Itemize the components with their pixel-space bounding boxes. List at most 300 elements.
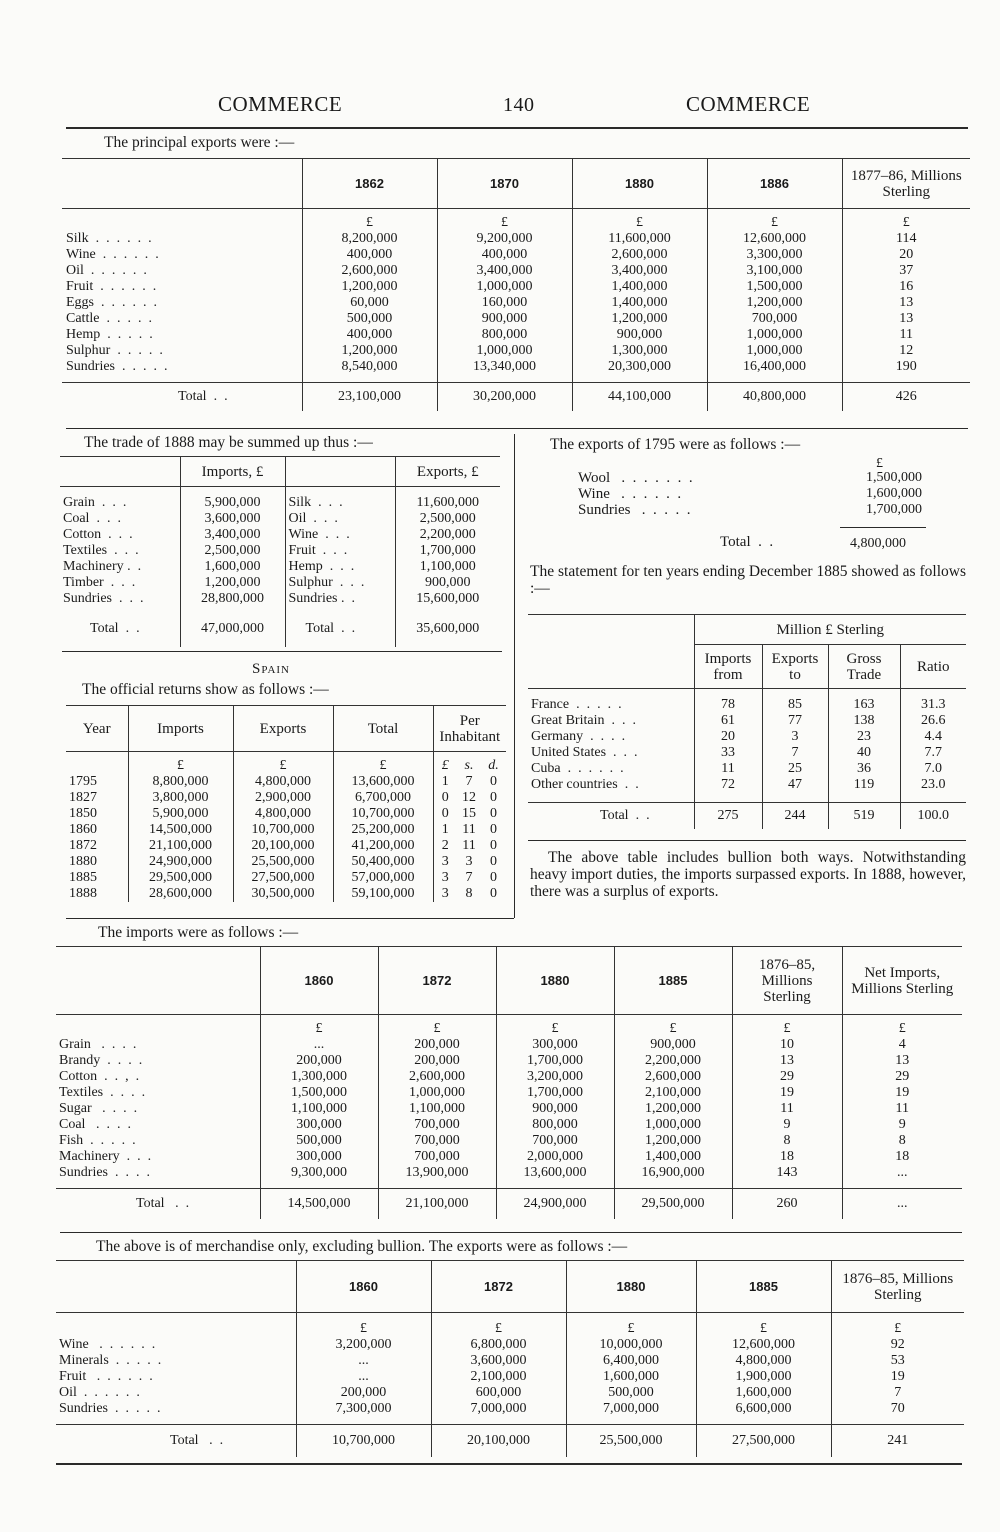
table-row bbox=[528, 713, 966, 729]
row-label: Silk . . . bbox=[285, 495, 395, 511]
value-cell: 13 bbox=[732, 1053, 842, 1069]
value-cell: 57,000,000 bbox=[333, 870, 433, 886]
value-cell: 400,000 bbox=[302, 327, 437, 343]
year-cell: 1880 bbox=[69, 853, 97, 869]
value-cell: 13,600,000 bbox=[496, 1165, 614, 1181]
exports-head: Exports, £ bbox=[395, 457, 500, 487]
section-rule bbox=[60, 1232, 962, 1233]
row-label: Great Britain . . . bbox=[531, 712, 636, 728]
row-label: Eggs . . . . . . bbox=[66, 294, 157, 310]
row-label: France . . . . . bbox=[531, 696, 622, 712]
value-cell: 9 bbox=[842, 1117, 962, 1133]
value-cell: 37 bbox=[842, 263, 970, 279]
table-row bbox=[62, 295, 970, 311]
value-cell: 1,200,000 bbox=[707, 295, 842, 311]
table-row bbox=[56, 1337, 964, 1353]
table-row bbox=[56, 1133, 962, 1149]
section-rule bbox=[66, 428, 968, 429]
row-label: Wool . . . . . . . bbox=[578, 470, 693, 486]
row-label: Machinery . . . bbox=[59, 1148, 152, 1164]
col-head: Imports from bbox=[694, 645, 762, 689]
total-label: Total . . bbox=[90, 620, 140, 636]
value-cell: 7 bbox=[465, 773, 473, 789]
col-head: Year bbox=[82, 720, 111, 737]
col-head: 1885 bbox=[696, 1261, 831, 1313]
value-cell: 13,340,000 bbox=[437, 359, 572, 375]
value-cell: 800,000 bbox=[437, 327, 572, 343]
row-label: United States . . . bbox=[531, 744, 638, 760]
value-cell: 1,400,000 bbox=[614, 1149, 732, 1165]
table-row bbox=[66, 886, 506, 902]
table-row bbox=[66, 774, 506, 790]
row-label: Cotton . . . bbox=[63, 526, 133, 542]
value-cell: 8,540,000 bbox=[302, 359, 437, 375]
value-cell: 85 bbox=[762, 697, 828, 713]
value-cell: 12 bbox=[842, 343, 970, 359]
row-label: Wine . . . bbox=[285, 527, 395, 543]
row-label: Sundries . . . . . bbox=[578, 502, 691, 518]
value-cell: 1,200,000 bbox=[614, 1101, 732, 1117]
value-cell: 300,000 bbox=[260, 1149, 378, 1165]
year-cell: 1888 bbox=[69, 885, 97, 901]
total-label: Total . . bbox=[178, 388, 228, 404]
row-label: Machinery . . bbox=[63, 558, 142, 574]
table-row bbox=[56, 1117, 962, 1133]
value-cell: ... bbox=[296, 1369, 431, 1385]
value-cell: 7,000,000 bbox=[431, 1401, 566, 1417]
value-cell: 1,100,000 bbox=[260, 1101, 378, 1117]
value-cell: 28,800,000 bbox=[180, 591, 285, 607]
value-cell: 3,200,000 bbox=[296, 1337, 431, 1353]
value-cell: 0 bbox=[433, 790, 457, 806]
col-head: 1876–85, Millions Sterling bbox=[831, 1261, 964, 1313]
unit-label: £ bbox=[566, 1313, 696, 1337]
table-row bbox=[56, 1353, 964, 1369]
table-row bbox=[66, 822, 506, 838]
unit-label: £ bbox=[876, 456, 883, 471]
table-row bbox=[62, 359, 970, 375]
value-cell: 78 bbox=[694, 697, 762, 713]
col-head: 1872 bbox=[378, 947, 496, 1015]
value-cell: 12 bbox=[462, 789, 476, 805]
value-cell: 11,600,000 bbox=[395, 495, 500, 511]
unit-label: £ bbox=[496, 1015, 614, 1037]
spain-table bbox=[66, 705, 506, 902]
table-row bbox=[56, 1037, 962, 1053]
value-cell: 1,200,000 bbox=[302, 279, 437, 295]
value-cell: 2,000,000 bbox=[496, 1149, 614, 1165]
value-cell: 2,600,000 bbox=[614, 1069, 732, 1085]
value-cell: 1,000,000 bbox=[707, 343, 842, 359]
value-cell: 1,000,000 bbox=[437, 279, 572, 295]
total-cell: ... bbox=[842, 1189, 962, 1219]
value-cell: 1,200,000 bbox=[614, 1133, 732, 1149]
total-label: Total . . bbox=[170, 1432, 224, 1448]
value-cell: 6,400,000 bbox=[566, 1353, 696, 1369]
value-cell: 26.6 bbox=[900, 713, 966, 729]
year-cell: 1872 bbox=[69, 837, 97, 853]
spain-title: Spain bbox=[252, 661, 291, 677]
row-label: Cotton . . , . bbox=[59, 1068, 140, 1084]
row-label: Germany . . . . bbox=[531, 728, 626, 744]
value-cell: 7 bbox=[831, 1385, 964, 1401]
row-label: Wine . . . . . . bbox=[59, 1336, 156, 1352]
total-label: Total . . bbox=[136, 1195, 190, 1211]
col-head: 1876–85, Millions Sterling bbox=[732, 947, 842, 1015]
value-cell: 1,500,000 bbox=[866, 470, 922, 485]
value-cell: 11 bbox=[462, 837, 476, 853]
value-cell: 0 bbox=[490, 773, 497, 789]
value-cell: 16 bbox=[842, 279, 970, 295]
table-row bbox=[56, 1053, 962, 1069]
value-cell: 1,600,000 bbox=[696, 1385, 831, 1401]
table-row bbox=[56, 1101, 962, 1117]
page-number: 140 bbox=[503, 94, 535, 116]
unit-label: £ bbox=[260, 1015, 378, 1037]
value-cell: 119 bbox=[828, 777, 900, 793]
value-cell: 10 bbox=[732, 1037, 842, 1053]
year-cell: 1860 bbox=[69, 821, 97, 837]
value-cell: 11,600,000 bbox=[572, 231, 707, 247]
table-row bbox=[62, 327, 970, 343]
value-cell: 700,000 bbox=[378, 1133, 496, 1149]
value-cell: 20,100,000 bbox=[233, 838, 333, 854]
value-cell: 3,100,000 bbox=[707, 263, 842, 279]
unit-label: £ bbox=[707, 209, 842, 231]
value-cell: 3,600,000 bbox=[431, 1353, 566, 1369]
value-cell: 9,300,000 bbox=[260, 1165, 378, 1181]
value-cell: 300,000 bbox=[496, 1037, 614, 1053]
value-cell: 200,000 bbox=[260, 1053, 378, 1069]
value-cell: 143 bbox=[732, 1165, 842, 1181]
value-cell: 30,500,000 bbox=[233, 886, 333, 902]
col-head: Net Imports, Millions Sterling bbox=[842, 947, 962, 1015]
table-row bbox=[66, 806, 506, 822]
value-cell: 200,000 bbox=[378, 1037, 496, 1053]
unit-label: £ bbox=[233, 752, 333, 774]
value-cell: 8 bbox=[732, 1133, 842, 1149]
col-head: Per Inhabitant bbox=[433, 706, 506, 752]
row-label: Sundries . . . bbox=[63, 590, 144, 606]
value-cell: 13 bbox=[842, 295, 970, 311]
row-label: Fruit . . . . . . bbox=[59, 1368, 153, 1384]
imports-table bbox=[56, 946, 962, 1219]
value-cell: 1,700,000 bbox=[496, 1053, 614, 1069]
col-head: 1870 bbox=[437, 159, 572, 209]
value-cell: 900,000 bbox=[572, 327, 707, 343]
value-cell: 11 bbox=[462, 821, 476, 837]
total-cell: 44,100,000 bbox=[572, 383, 707, 411]
total-cell: 275 bbox=[694, 803, 762, 829]
year-cell: 1885 bbox=[69, 869, 97, 885]
unit-label: £ bbox=[831, 1313, 964, 1337]
value-cell: ... bbox=[296, 1353, 431, 1369]
trade1888-caption: The trade of 1888 may be summed up thus :— bbox=[84, 434, 373, 451]
value-cell: 0 bbox=[490, 837, 497, 853]
year-cell: 1850 bbox=[69, 805, 97, 821]
unit-label: £ bbox=[433, 752, 457, 774]
unit-label: £ bbox=[128, 752, 233, 774]
row-label: Sundries . . . . bbox=[59, 1164, 150, 1180]
value-cell: 47 bbox=[762, 777, 828, 793]
value-cell: 7 bbox=[762, 745, 828, 761]
value-cell: 1,600,000 bbox=[866, 486, 922, 501]
value-cell: 13,900,000 bbox=[378, 1165, 496, 1181]
value-cell: 60,000 bbox=[302, 295, 437, 311]
table-row bbox=[56, 1369, 964, 1385]
value-cell: 400,000 bbox=[302, 247, 437, 263]
unit-label: £ bbox=[842, 1015, 962, 1037]
table-row bbox=[56, 1149, 962, 1165]
total-cell: 100.0 bbox=[900, 803, 966, 829]
page-end-rule bbox=[56, 1463, 962, 1465]
total-cell: 10,700,000 bbox=[296, 1425, 431, 1457]
value-cell: 500,000 bbox=[566, 1385, 696, 1401]
value-cell: 700,000 bbox=[378, 1149, 496, 1165]
col-head: 1880 bbox=[572, 159, 707, 209]
total-cell: 426 bbox=[842, 383, 970, 411]
row-label: Timber . . . bbox=[63, 574, 136, 590]
header-rule bbox=[66, 127, 968, 129]
value-cell: 700,000 bbox=[707, 311, 842, 327]
exports-main-caption: The principal exports were :— bbox=[104, 134, 295, 151]
value-cell: 200,000 bbox=[296, 1385, 431, 1401]
total-cell: 47,000,000 bbox=[180, 621, 285, 647]
value-cell: 33 bbox=[694, 745, 762, 761]
table-row bbox=[56, 1401, 964, 1417]
value-cell: 1,200,000 bbox=[572, 311, 707, 327]
value-cell: 0 bbox=[433, 806, 457, 822]
value-cell: 11 bbox=[842, 327, 970, 343]
value-cell: 29,500,000 bbox=[128, 870, 233, 886]
row-label: Fish . . . . . bbox=[59, 1132, 136, 1148]
value-cell: 13 bbox=[842, 1053, 962, 1069]
col-head: Imports bbox=[128, 706, 233, 752]
value-cell: 41,200,000 bbox=[333, 838, 433, 854]
total-cell: 241 bbox=[831, 1425, 964, 1457]
col-head: Exports to bbox=[762, 645, 828, 689]
col-head: 1880 bbox=[496, 947, 614, 1015]
col-head: Gross Trade bbox=[828, 645, 900, 689]
value-cell: 5,900,000 bbox=[128, 806, 233, 822]
total-cell: 29,500,000 bbox=[614, 1189, 732, 1219]
value-cell: 16,900,000 bbox=[614, 1165, 732, 1181]
total-cell: 244 bbox=[762, 803, 828, 829]
total-cell: 24,900,000 bbox=[496, 1189, 614, 1219]
value-cell: 1,000,000 bbox=[614, 1117, 732, 1133]
value-cell: 19 bbox=[732, 1085, 842, 1101]
value-cell: 3,300,000 bbox=[707, 247, 842, 263]
table-row bbox=[60, 543, 500, 559]
value-cell: 11 bbox=[694, 761, 762, 777]
value-cell: 77 bbox=[762, 713, 828, 729]
value-cell: 36 bbox=[828, 761, 900, 777]
value-cell: ... bbox=[842, 1165, 962, 1181]
unit-label: £ bbox=[614, 1015, 732, 1037]
value-cell: 3 bbox=[433, 870, 457, 886]
value-cell: 114 bbox=[842, 231, 970, 247]
value-cell: 25,500,000 bbox=[233, 854, 333, 870]
table-row bbox=[60, 511, 500, 527]
table-row bbox=[66, 854, 506, 870]
value-cell: 500,000 bbox=[302, 311, 437, 327]
statement-table bbox=[528, 614, 966, 829]
value-cell: 2 bbox=[433, 838, 457, 854]
value-cell: 12,600,000 bbox=[696, 1337, 831, 1353]
value-cell: 300,000 bbox=[260, 1117, 378, 1133]
value-cell: 0 bbox=[490, 821, 497, 837]
value-cell: 2,600,000 bbox=[302, 263, 437, 279]
col-head: 1872 bbox=[431, 1261, 566, 1313]
value-cell: 20 bbox=[694, 729, 762, 745]
value-cell: 600,000 bbox=[431, 1385, 566, 1401]
value-cell: 10,700,000 bbox=[333, 806, 433, 822]
value-cell: 8 bbox=[465, 885, 473, 901]
value-cell: 61 bbox=[694, 713, 762, 729]
imports-caption: The imports were as follows :— bbox=[98, 924, 299, 941]
unit-label: £ bbox=[296, 1313, 431, 1337]
unit-label: £ bbox=[437, 209, 572, 231]
value-cell: 1,000,000 bbox=[707, 327, 842, 343]
value-cell: 53 bbox=[831, 1353, 964, 1369]
running-head-right: COMMERCE bbox=[686, 92, 811, 116]
exports2-table bbox=[56, 1260, 964, 1457]
col-head: Exports bbox=[233, 706, 333, 752]
statement-text: The statement for ten years ending December 1885 showed as follows :— bbox=[530, 563, 966, 597]
value-cell: 0 bbox=[490, 805, 497, 821]
value-cell: 1,400,000 bbox=[572, 279, 707, 295]
value-cell: 900,000 bbox=[395, 575, 500, 591]
value-cell: 4.4 bbox=[900, 729, 966, 745]
value-cell: 700,000 bbox=[378, 1117, 496, 1133]
value-cell: 9,200,000 bbox=[437, 231, 572, 247]
value-cell: 8,800,000 bbox=[128, 774, 233, 790]
value-cell: 25 bbox=[762, 761, 828, 777]
total-cell: 27,500,000 bbox=[696, 1425, 831, 1457]
group-head: Million £ Sterling bbox=[694, 615, 966, 645]
table-row bbox=[60, 495, 500, 511]
table-row bbox=[66, 870, 506, 886]
table-row bbox=[60, 527, 500, 543]
section-rule bbox=[66, 918, 514, 919]
value-cell: 4 bbox=[842, 1037, 962, 1053]
value-cell: 11 bbox=[732, 1101, 842, 1117]
value-cell: 1,500,000 bbox=[707, 279, 842, 295]
table-row bbox=[60, 575, 500, 591]
value-cell: 70 bbox=[831, 1401, 964, 1417]
value-cell: 8,200,000 bbox=[302, 231, 437, 247]
value-cell: 5,900,000 bbox=[180, 495, 285, 511]
table-row bbox=[66, 790, 506, 806]
value-cell: 2,500,000 bbox=[395, 511, 500, 527]
value-cell: 59,100,000 bbox=[333, 886, 433, 902]
row-label: Sugar . . . . bbox=[59, 1100, 138, 1116]
exports1795-caption: The exports of 1795 were as follows :— bbox=[550, 436, 801, 453]
unit-label: £ bbox=[572, 209, 707, 231]
row-label: Oil . . . . . . bbox=[66, 262, 147, 278]
running-head-left: COMMERCE bbox=[218, 92, 343, 116]
value-cell: 20,300,000 bbox=[572, 359, 707, 375]
value-cell: 16,400,000 bbox=[707, 359, 842, 375]
unit-label: d. bbox=[488, 757, 499, 773]
col-head: Total bbox=[333, 706, 433, 752]
value-cell: 4,800,000 bbox=[233, 774, 333, 790]
value-cell: 1 bbox=[433, 774, 457, 790]
exports1795-table bbox=[574, 470, 926, 518]
value-cell: 3 bbox=[433, 886, 457, 902]
unit-label: £ bbox=[431, 1313, 566, 1337]
value-cell: 72 bbox=[694, 777, 762, 793]
table-row bbox=[62, 263, 970, 279]
unit-label: £ bbox=[333, 752, 433, 774]
col-head: 1862 bbox=[302, 159, 437, 209]
value-cell: 2,200,000 bbox=[614, 1053, 732, 1069]
value-cell: 27,500,000 bbox=[233, 870, 333, 886]
value-cell: 1,100,000 bbox=[378, 1101, 496, 1117]
value-cell: 13,600,000 bbox=[333, 774, 433, 790]
value-cell: 12,600,000 bbox=[707, 231, 842, 247]
row-label: Hemp . . . . . bbox=[66, 326, 153, 342]
table-row bbox=[56, 1085, 962, 1101]
value-cell: 900,000 bbox=[614, 1037, 732, 1053]
total-cell: 20,100,000 bbox=[431, 1425, 566, 1457]
unit-label: £ bbox=[732, 1015, 842, 1037]
row-label: Coal . . . bbox=[63, 510, 121, 526]
value-cell: 800,000 bbox=[496, 1117, 614, 1133]
value-cell: 92 bbox=[831, 1337, 964, 1353]
total-cell: 40,800,000 bbox=[707, 383, 842, 411]
value-cell: 20 bbox=[842, 247, 970, 263]
value-cell: 3 bbox=[762, 729, 828, 745]
year-cell: 1827 bbox=[69, 789, 97, 805]
value-cell: 2,900,000 bbox=[233, 790, 333, 806]
total-label: Total . . bbox=[720, 534, 774, 550]
value-cell: 3 bbox=[433, 854, 457, 870]
value-cell: 3,400,000 bbox=[437, 263, 572, 279]
section-rule bbox=[62, 651, 502, 652]
value-cell: 7.0 bbox=[900, 761, 966, 777]
value-cell: 160,000 bbox=[437, 295, 572, 311]
total-label: Total . . bbox=[285, 621, 395, 647]
value-cell: 1,000,000 bbox=[378, 1085, 496, 1101]
table-row bbox=[528, 745, 966, 761]
value-cell: 23 bbox=[828, 729, 900, 745]
value-cell: 3,400,000 bbox=[572, 263, 707, 279]
value-cell: 0 bbox=[490, 789, 497, 805]
total-cell: 14,500,000 bbox=[260, 1189, 378, 1219]
value-cell: 200,000 bbox=[378, 1053, 496, 1069]
section-rule bbox=[528, 840, 966, 841]
value-cell: 11 bbox=[842, 1101, 962, 1117]
value-cell: 18 bbox=[732, 1149, 842, 1165]
value-cell: 6,800,000 bbox=[431, 1337, 566, 1353]
value-cell: 25,200,000 bbox=[333, 822, 433, 838]
value-cell: 4,800,000 bbox=[696, 1353, 831, 1369]
table-row bbox=[528, 729, 966, 745]
table-row bbox=[574, 502, 926, 518]
value-cell: 3 bbox=[465, 853, 473, 869]
value-cell: 10,000,000 bbox=[566, 1337, 696, 1353]
row-label: Hemp . . . bbox=[285, 559, 395, 575]
row-label: Cuba . . . . . . bbox=[531, 760, 624, 776]
value-cell: 7,300,000 bbox=[296, 1401, 431, 1417]
total-cell: 260 bbox=[732, 1189, 842, 1219]
row-label: Sundries . . . . . bbox=[66, 358, 168, 374]
value-cell: 9 bbox=[732, 1117, 842, 1133]
total-cell: 21,100,000 bbox=[378, 1189, 496, 1219]
table-row bbox=[62, 247, 970, 263]
value-cell: 7 bbox=[465, 869, 473, 885]
